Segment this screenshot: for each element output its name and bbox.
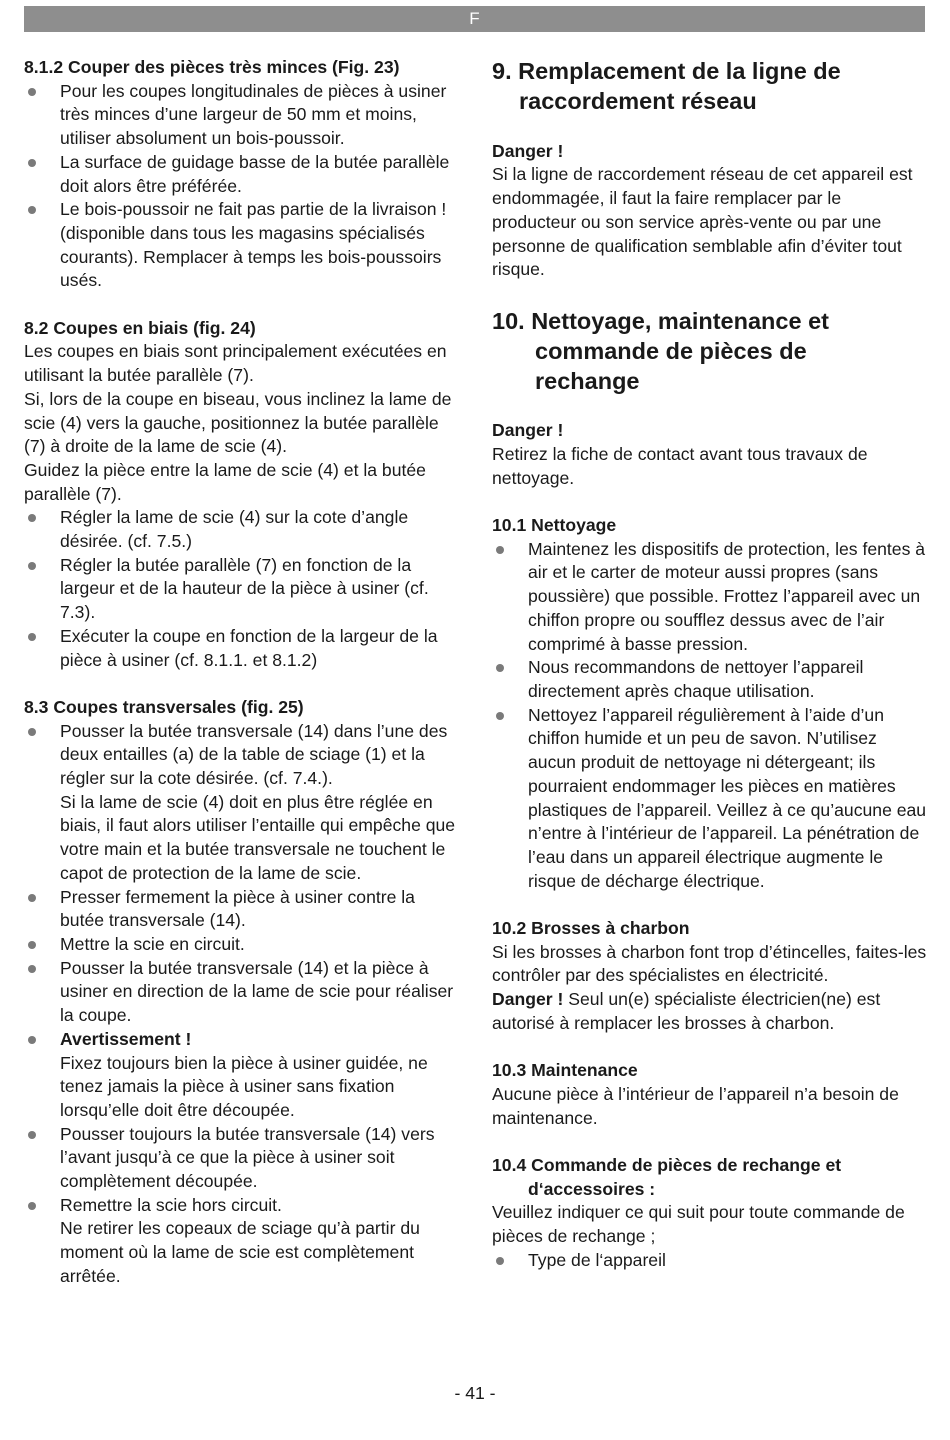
language-code: F xyxy=(469,9,480,28)
language-header-bar xyxy=(24,6,925,32)
heading-line: raccordement réseau xyxy=(519,88,757,114)
list-item-text: Pousser la butée transversale (14) dans l’une des deux entailles (a) de la table de sciage (1) et la régler sur la cote désirée. (cf. 7.4.). xyxy=(60,720,448,789)
list-item: Pousser la butée transversale (14) et la pièce à usiner en direction de la lame de scie pour réaliser la coupe. xyxy=(24,957,460,1028)
list-item: Nous recommandons de nettoyer l’appareil directement après chaque utilisation. xyxy=(492,656,928,703)
section-10-heading xyxy=(492,306,928,396)
section-10-2-title: 10.2 Brosses à charbon xyxy=(492,918,690,939)
section-10-3-title: 10.3 Maintenance xyxy=(492,1060,638,1081)
list-item xyxy=(24,1194,460,1289)
section-8-3-list xyxy=(24,720,460,1289)
section-10-1-title: 10.1 Nettoyage xyxy=(492,515,617,536)
danger-label: Danger ! xyxy=(492,140,564,161)
list-item: Pousser toujours la butée transversale (14) vers l’avant jusqu’à ce que la pièce à usiner soit complètement découpée. xyxy=(24,1123,460,1194)
heading-line: rechange xyxy=(535,367,640,394)
left-column xyxy=(24,56,460,1289)
list-item-text: Remettre la scie hors circuit. xyxy=(60,1194,282,1215)
list-item xyxy=(24,720,460,886)
danger-label: Danger ! xyxy=(492,420,564,441)
section-10-1-list xyxy=(492,538,928,894)
warning-text: Fixez toujours bien la pièce à usiner guidée, ne tenez jamais la pièce à usiner sans fixation lorsqu’elle doit être découpée. xyxy=(60,1052,428,1120)
section-9-heading xyxy=(492,56,928,116)
list-item: Nettoyez l’appareil régulièrement à l’aide d’un chiffon humide et un peu de savon. N’utilisez aucun produit de nettoyage ni détergeant; ils pourraient endommager les pièces en matières plastiques de l’appareil. Veillez à ce qu’aucune eau n’entre à l’intérieur de l’appareil. La pénétration de l’eau dans un appareil électrique augmente le risque de décharge électrique. xyxy=(492,704,928,894)
paragraph: Si, lors de la coupe en biseau, vous inclinez la lame de scie (4) vers la gauche, positionnez la butée parallèle (7) à droite de la lame de scie (4). xyxy=(24,388,452,457)
list-item: Presser fermement la pièce à usiner contre la butée transversale (14). xyxy=(24,886,460,933)
section-8-2-title: 8.2 Coupes en biais (fig. 24) xyxy=(24,317,256,338)
list-item-text: Si la lame de scie (4) doit en plus être réglée en biais, il faut alors utiliser l’entaille qui empêche que votre main et la butée transversale ne touchent le capot de protection de la lame de scie. xyxy=(60,791,456,883)
section-8-1-2-list xyxy=(24,80,460,293)
heading-line: commande de pièces de xyxy=(535,337,807,364)
paragraph: Veuillez indiquer ce qui suit pour toute commande de pièces de rechange ; xyxy=(492,1202,905,1247)
paragraph: Les coupes en biais sont principalement exécutées en utilisant la butée parallèle (7). xyxy=(24,341,447,386)
list-item: Le bois-poussoir ne fait pas partie de la livraison ! (disponible dans tous les magasins spécialisés courants). Remplacer à temps les bois-poussoirs usés. xyxy=(24,198,460,293)
paragraph xyxy=(492,988,928,1035)
section-number: 10. xyxy=(492,307,525,334)
list-item xyxy=(24,1028,460,1123)
section-8-2-list xyxy=(24,506,460,672)
danger-text: Seul un(e) spécialiste électricien(ne) est autorisé à remplacer les brosses à charbon. xyxy=(492,989,881,1033)
paragraph: Guidez la pièce entre la lame de scie (4) et la butée parallèle (7). xyxy=(24,459,426,504)
list-item: Régler la lame de scie (4) sur la cote d’angle désirée. (cf. 7.5.) xyxy=(24,506,460,553)
paragraph: Si la ligne de raccordement réseau de cet appareil est endommagée, il faut la faire remplacer par le producteur ou son service après-vente ou par une personne de qualification semblable afin d’éviter tout risque. xyxy=(492,164,913,280)
section-8-1-2-title: 8.1.2 Couper des pièces très minces (Fig. 23) xyxy=(24,57,400,77)
heading-line: Nettoyage, maintenance et xyxy=(531,307,829,334)
page-number: - 41 - xyxy=(454,1383,496,1403)
list-item: Type de l‘appareil xyxy=(492,1249,928,1273)
list-item: Pour les coupes longitudinales de pièces à usiner très minces d’une largeur de 50 mm et moins, utiliser absolument un bois-poussoir. xyxy=(24,80,460,151)
paragraph: Retirez la fiche de contact avant tous travaux de nettoyage. xyxy=(492,443,868,488)
list-item: Régler la butée parallèle (7) en fonction de la largeur et de la hauteur de la pièce à usiner (cf. 7.3). xyxy=(24,554,460,625)
right-column xyxy=(492,56,928,1273)
section-10-4-title: 10.4 Commande de pièces de rechange et d‘accessoires : xyxy=(492,1155,842,1199)
list-item: Maintenez les dispositifs de protection, les fentes à air et le carter de moteur aussi propres (sans poussière) que possible. Frottez l’appareil avec un chiffon propre ou soufflez dessus avec de l’air comprimé à basse pression. xyxy=(492,538,928,657)
list-item-text: Ne retirer les copeaux de sciage qu’à partir du moment où la lame de scie est complètement arrêtée. xyxy=(60,1218,420,1286)
list-item: Exécuter la coupe en fonction de la largeur de la pièce à usiner (cf. 8.1.1. et 8.1.2) xyxy=(24,625,460,672)
section-number: 9. xyxy=(492,58,512,84)
heading-line: Remplacement de la ligne de xyxy=(518,58,841,84)
warning-title: Avertissement ! xyxy=(60,1028,192,1049)
section-8-3-title: 8.3 Coupes transversales (fig. 25) xyxy=(24,696,304,717)
list-item: Mettre la scie en circuit. xyxy=(24,933,460,957)
list-item: La surface de guidage basse de la butée parallèle doit alors être préférée. xyxy=(24,151,460,198)
paragraph: Si les brosses à charbon font trop d’étincelles, faites-les contrôler par des spécialistes en électricité. xyxy=(492,941,927,986)
section-10-4-list xyxy=(492,1249,928,1273)
paragraph: Aucune pièce à l’intérieur de l’appareil n’a besoin de maintenance. xyxy=(492,1083,899,1128)
danger-label: Danger ! xyxy=(492,989,564,1010)
